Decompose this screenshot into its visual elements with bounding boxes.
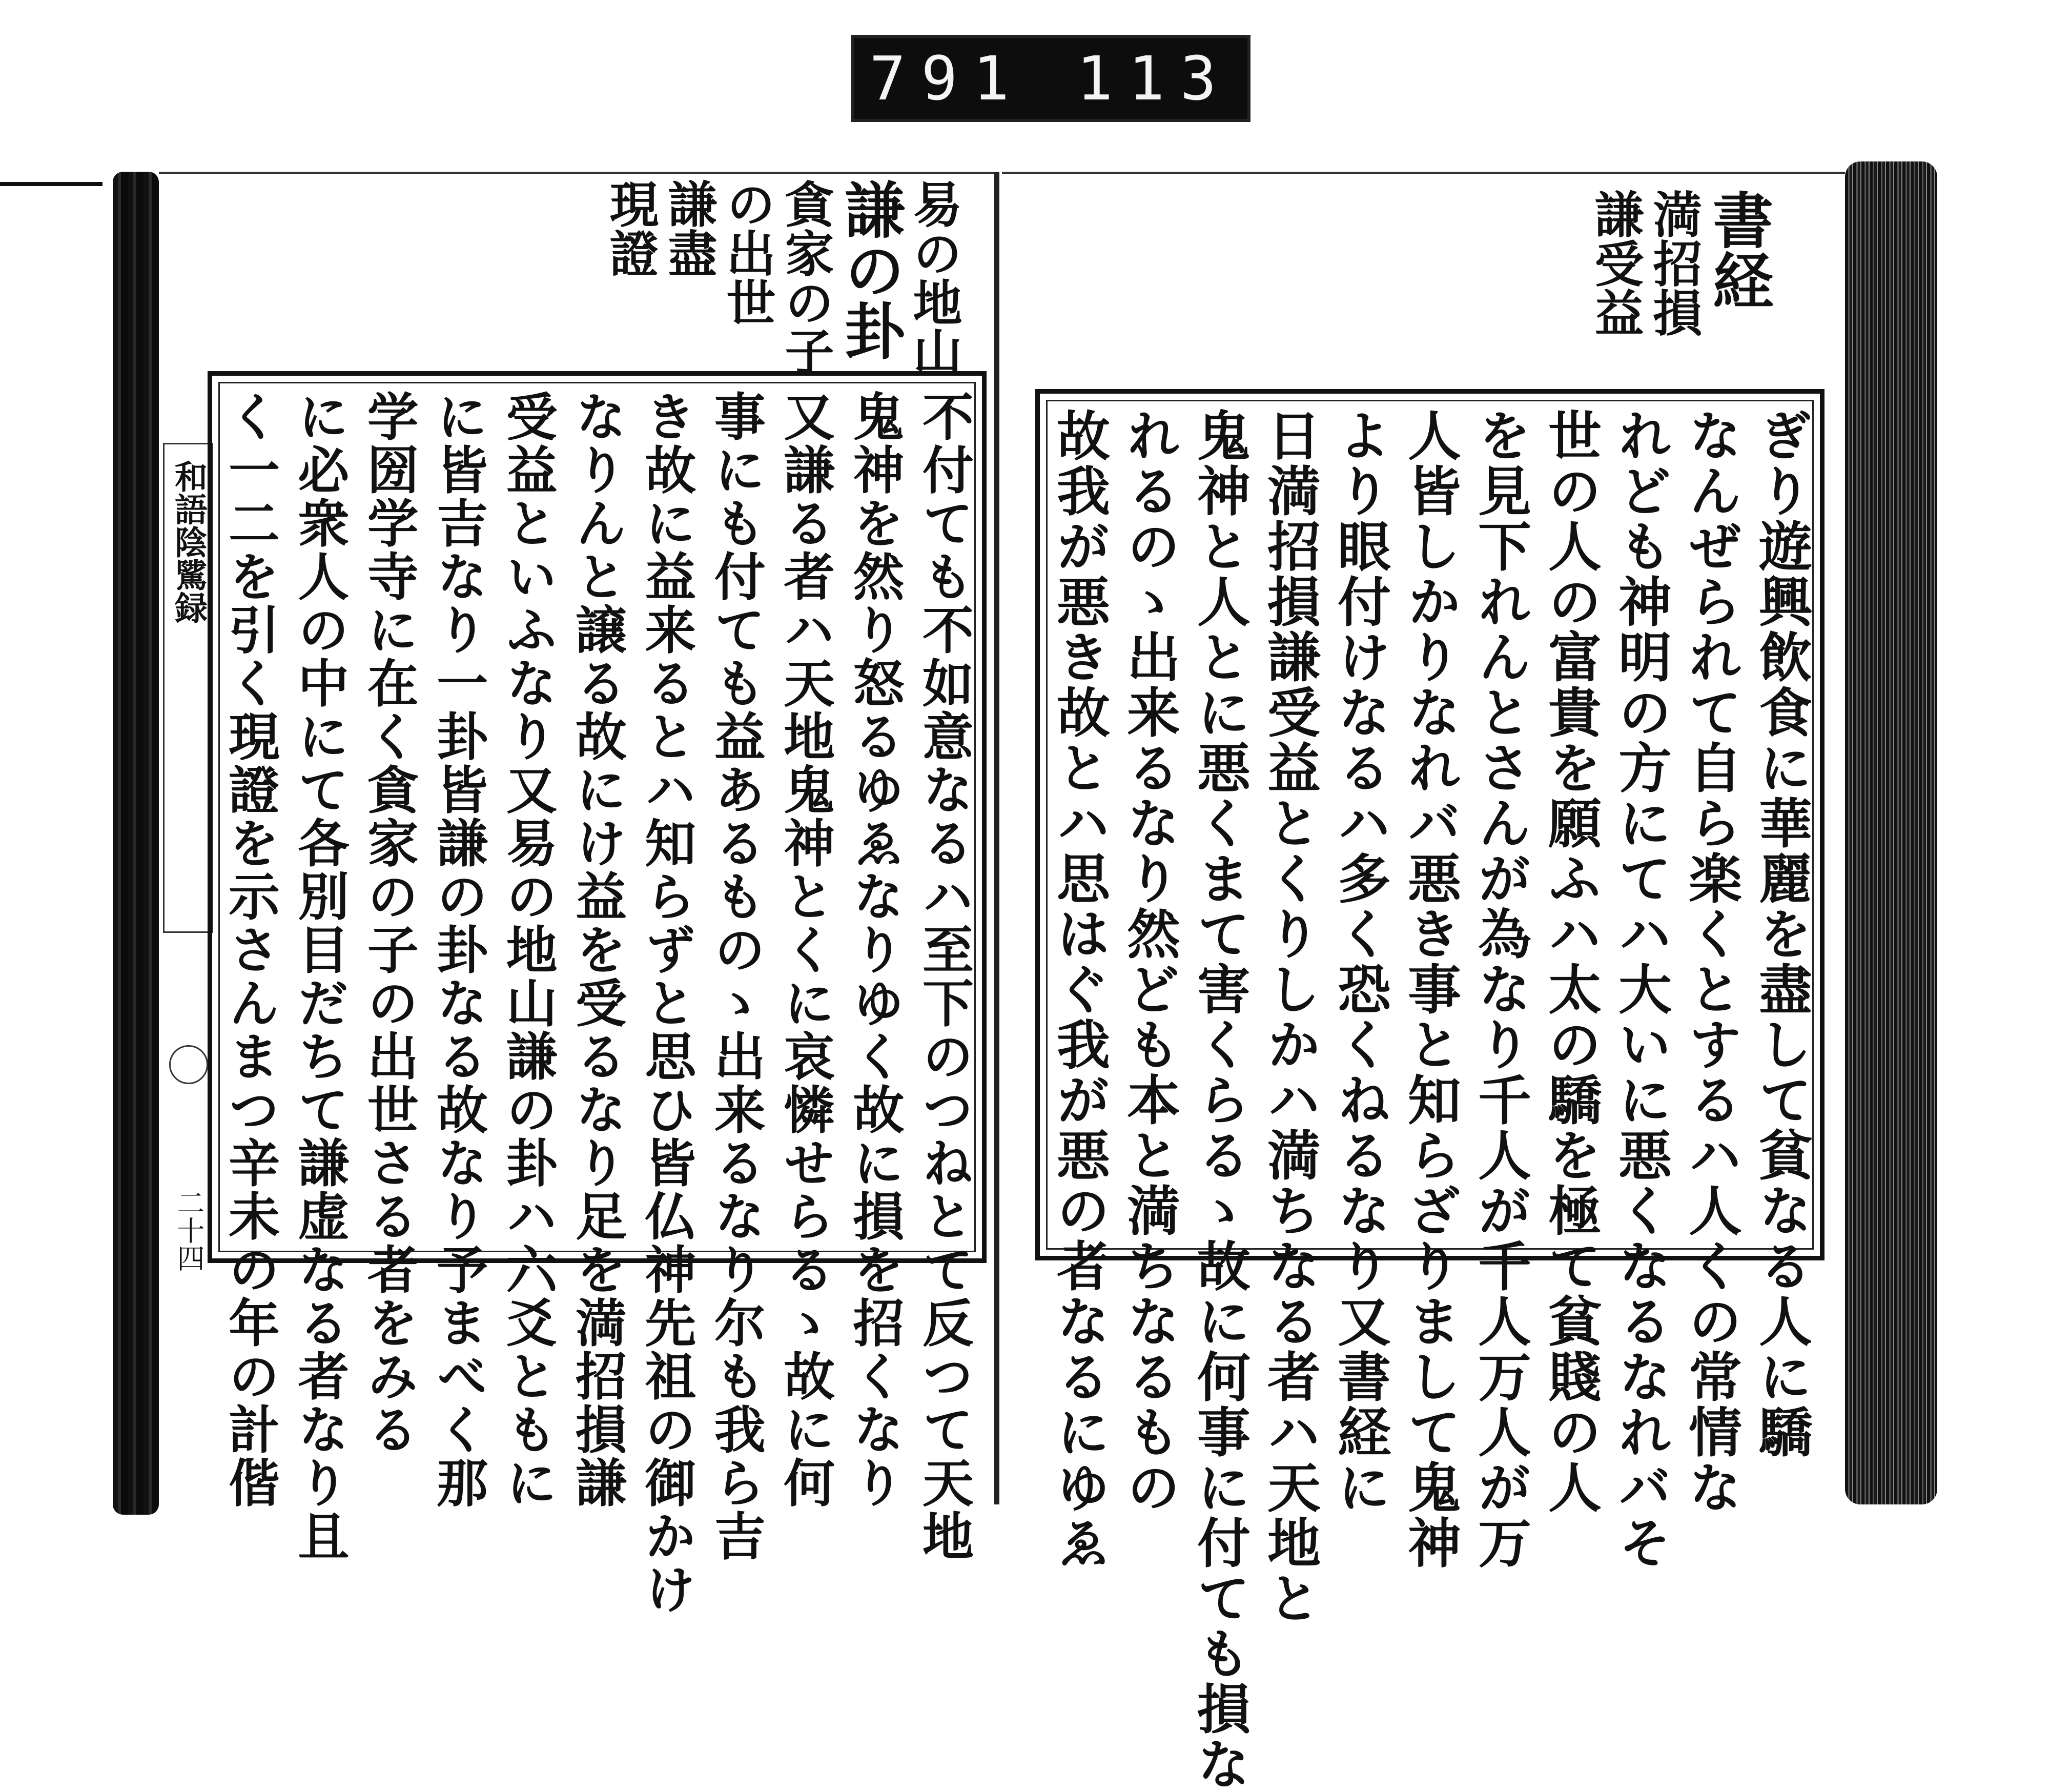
- text-column: 人皆しかりなれバ悪き事と知らざりまして鬼神: [1399, 408, 1462, 1571]
- text-column: れども神明の方にてハ大いに悪くなるなれバそ: [1609, 408, 1672, 1571]
- text-column: き故に益来るとハ知らずと思ひ皆仏神先祖の御かけ: [636, 390, 697, 1616]
- header-note: 書経: [1703, 189, 1774, 310]
- header-note: 貪家の子: [777, 179, 835, 376]
- left-page: [159, 172, 994, 1616]
- text-column: く一二を引く現證を示さんまつ辛未の年の計偕: [220, 390, 280, 1510]
- text-column: 世の人の富貴を願ふハ太の驕を極て貧賤の人: [1539, 408, 1602, 1515]
- text-columns-left: [220, 390, 974, 1616]
- left-header-notes: [602, 179, 963, 376]
- text-column: 又謙る者ハ天地鬼神とくに哀憐せらるゝ故に何: [775, 390, 836, 1510]
- book-edge-right: [1845, 161, 1937, 1504]
- text-column: 故我が悪き故とハ思はぐ我が悪の者なるにゆゑ: [1048, 408, 1111, 1571]
- text-column: なんぜられて自ら楽くとするハ人くの常情な: [1679, 408, 1742, 1515]
- header-note: 謙受益: [1587, 189, 1645, 337]
- book-gutter: [994, 172, 999, 1504]
- call-number-text: 791 113: [869, 43, 1232, 114]
- text-column: 不付ても不如意なるハ至下のつねとて反つて天地: [913, 390, 974, 1563]
- text-column: れるのゝ出来るなり然ども本と満ちなるもの: [1118, 408, 1181, 1515]
- text-column: 鬼神を然り怒るゆゑなりゆく故に損を招くなり: [844, 390, 905, 1510]
- header-note: 謙盡: [660, 179, 718, 277]
- text-column: 日満招損謙受益とくりしかハ満ちなる者ハ天地と: [1258, 408, 1321, 1626]
- book-edge-left: [113, 172, 159, 1515]
- text-column: 学圀学寺に在く貪家の子の出世さる者をみる: [358, 390, 419, 1456]
- text-column: ぎり遊興飲食に華麗を盡して貧なる人に驕: [1750, 408, 1813, 1460]
- side-title: 和語陰騭録: [169, 460, 208, 624]
- text-column: なりんと譲る故にけ益を受るなり足を満招損謙: [566, 390, 627, 1510]
- book-spread: [113, 161, 1937, 1792]
- text-column: に必衆人の中にて各別目だちて謙虚なる者なり且: [289, 390, 350, 1563]
- header-note: 現證: [602, 179, 660, 277]
- text-column: より眼付けなるハ多く恐くねるなり又書経に: [1328, 408, 1391, 1515]
- text-column: に皆吉なり一卦皆謙の卦なる故なり予まべく那: [428, 390, 489, 1510]
- text-columns-right: [1048, 408, 1813, 1792]
- right-header-notes: [1587, 189, 1774, 337]
- side-title-tab: [163, 443, 213, 933]
- text-column: を見下れんとさんが為なり千人が千人万人が万: [1469, 408, 1532, 1571]
- header-note: 満招損: [1645, 189, 1703, 337]
- call-number-label: [851, 35, 1250, 122]
- text-column: 受益といふなり又易の地山謙の卦ハ六爻ともに: [497, 390, 558, 1510]
- binding-hole: [169, 1045, 208, 1084]
- header-note: の出世: [719, 179, 776, 327]
- margin-rule: [0, 182, 102, 186]
- folio-number: 二十四: [173, 1189, 205, 1272]
- header-note: 謙の卦: [834, 179, 906, 360]
- text-column: 鬼神と人とに悪くまて害くらるゝ故に何事に付ても損な: [1188, 408, 1251, 1792]
- text-column: 事にも付ても益あるものゝ出来るなり尔も我ら吉: [705, 390, 766, 1563]
- text-frame-right: [1035, 389, 1824, 1792]
- header-note: 易の地山: [905, 179, 963, 376]
- text-frame-left: [208, 371, 987, 1616]
- right-page: [1002, 172, 1845, 1792]
